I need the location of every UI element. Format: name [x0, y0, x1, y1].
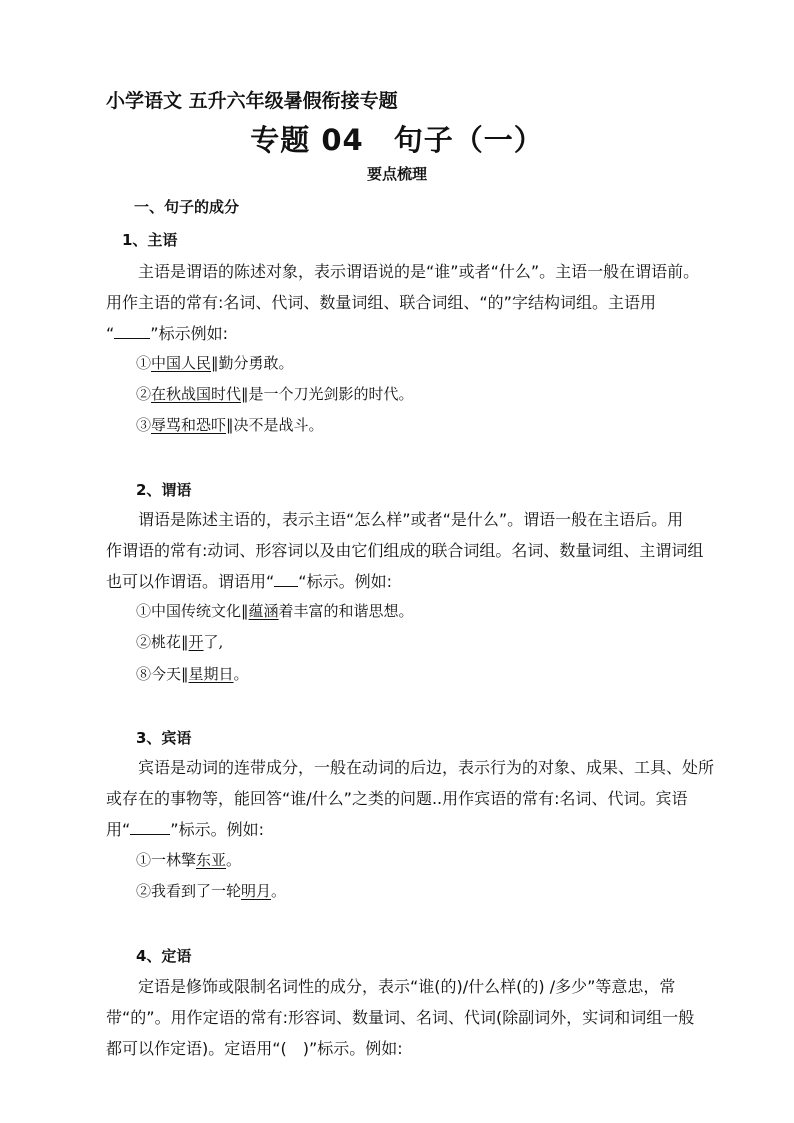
attributive-line-2: 带“的”。用作定语的常有:形容词、数量词、名词、代词(除副词外，实词和词组一般	[106, 1008, 695, 1027]
example-rest: ‖决不是战斗。	[226, 416, 324, 434]
object-example-2	[136, 880, 286, 901]
subject-heading: 1、主语	[122, 231, 178, 249]
example-number: ②	[136, 633, 152, 651]
predicate-example-1	[136, 600, 414, 621]
attributive-line-3: 都可以作定语)。定语用“( )”标示。例如:	[106, 1039, 403, 1058]
predicate-line-2: 作谓语的常有:动词、形容词以及由它们组成的联合词组。名词、数量词组、主谓词组	[106, 541, 704, 560]
predicate-line-1: 谓语是陈述主语的，表示主语“怎么样”或者“是什么”。谓语一般在主语后。用	[138, 510, 684, 529]
section-heading: 一、句子的成分	[134, 198, 240, 216]
example-number: ②	[136, 882, 152, 900]
subject-line-2: 用作主语的常有:名词、代词、数量词组、联合词组、“的”字结构词组。主语用	[106, 293, 656, 312]
subject-marker-blank	[114, 324, 150, 339]
predicate-line-3-post: “标示。例如:	[298, 572, 392, 591]
example-number: ⑧	[136, 665, 152, 683]
subject-line-3	[106, 318, 228, 349]
example-rest: 着丰富的和谐思想。	[278, 602, 414, 620]
example-rest: 了,	[203, 633, 224, 651]
example-rest: 。	[233, 665, 249, 683]
attributive-heading: 4、定语	[136, 947, 192, 965]
example-number: ③	[136, 416, 152, 434]
example-pre: 我看到了一轮	[151, 882, 242, 900]
object-example-1	[136, 849, 241, 870]
predicate-example-2	[136, 631, 223, 652]
example-number: ①	[136, 851, 152, 869]
predicate-line-3	[106, 566, 392, 597]
subject-example-3	[136, 414, 324, 435]
series-title: 小学语文 五升六年级暑假衔接专题	[106, 90, 398, 112]
example-pre: 中国传统文化‖	[151, 602, 249, 620]
example-rest: 。	[226, 851, 242, 869]
example-number: ①	[136, 354, 152, 372]
marked-subject: 中国人民	[151, 354, 212, 372]
predicate-heading: 2、谓语	[136, 481, 192, 499]
page-title: 专题 04 句子（一）	[250, 123, 544, 157]
object-marker-blank	[130, 820, 170, 835]
subject-line-3-pre: “	[106, 324, 115, 343]
marked-predicate: 星期日	[188, 665, 234, 683]
example-number: ①	[136, 602, 152, 620]
example-pre: 桃花‖	[151, 633, 189, 651]
marked-predicate: 蕴涵	[248, 602, 279, 620]
marked-subject: 辱骂和恐吓	[151, 416, 227, 434]
predicate-marker-blank	[274, 572, 298, 587]
object-line-3-post: ”标示。例如:	[170, 820, 264, 839]
predicate-example-3	[136, 663, 249, 684]
object-heading: 3、宾语	[136, 729, 192, 747]
subject-example-1	[136, 352, 294, 373]
example-rest: ‖勤分勇敢。	[211, 354, 294, 372]
attributive-line-1: 定语是修饰或限制名词性的成分，表示“谁(的)/什么样(的) /多少”等意忠，常	[138, 977, 676, 996]
object-line-2: 或存在的事物等，能回答“谁/什么”之类的问题..用作宾语的常有:名词、代词。宾语	[106, 789, 688, 808]
example-pre: 一林擎	[151, 851, 197, 869]
example-rest: 。	[271, 882, 287, 900]
marked-object: 东亚	[196, 851, 227, 869]
object-line-3-pre: 用“	[106, 820, 131, 839]
marked-object: 明月	[241, 882, 272, 900]
example-rest: ‖是一个刀光剑影的时代。	[241, 385, 414, 403]
subject-line-1: 主语是谓语的陈述对象，表示谓语说的是“谁”或者“什么”。主语一般在谓语前。	[138, 262, 700, 281]
marked-predicate: 开	[188, 633, 204, 651]
subject-example-2	[136, 383, 414, 404]
object-line-1: 宾语是动词的连带成分，一般在动词的后边，表示行为的对象、成果、工具、处所	[138, 758, 715, 777]
example-number: ②	[136, 385, 152, 403]
page-subtitle: 要点梳理	[366, 165, 427, 183]
object-line-3	[106, 814, 264, 845]
subject-line-3-post: ”标示例如:	[150, 324, 228, 343]
example-pre: 今天‖	[151, 665, 189, 683]
marked-subject: 在秋战国时代	[151, 385, 242, 403]
predicate-line-3-pre: 也可以作谓语。谓语用“	[106, 572, 275, 591]
